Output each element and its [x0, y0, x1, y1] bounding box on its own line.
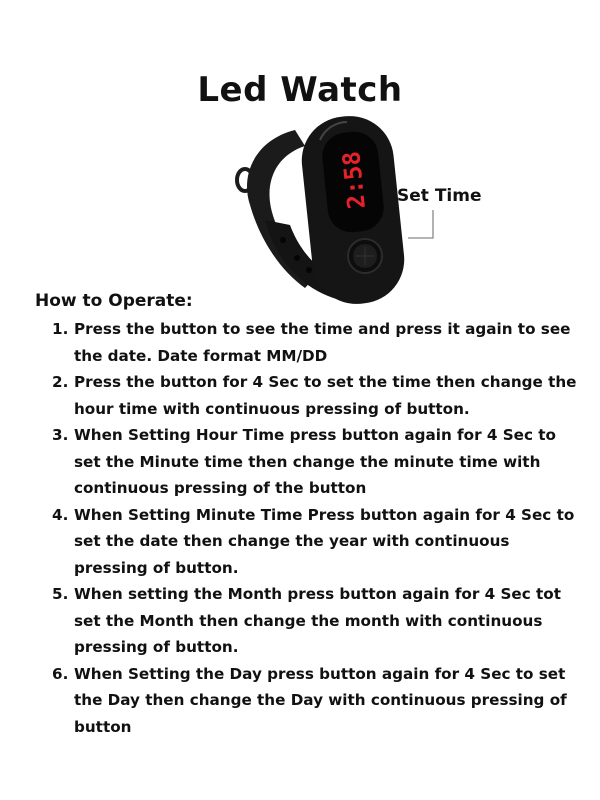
list-item — [52, 369, 582, 422]
step-text: When Setting Minute Time Press button again for 4 Sec to set the date then change the year with continuous pressing of button. — [74, 505, 575, 577]
list-item — [52, 661, 582, 741]
step-text: When Setting the Day press button again for 4 Sec to set the Day then change the Day with continuous pressing of button — [74, 664, 567, 736]
step-number: 6. — [52, 664, 69, 683]
list-item — [52, 502, 582, 582]
instruction-list — [52, 316, 582, 740]
led-watch-image — [225, 110, 425, 310]
set-time-callout: Set Time — [397, 186, 482, 206]
list-item — [52, 316, 582, 369]
list-item — [52, 581, 582, 661]
step-text: When setting the Month press button again for 4 Sec tot set the Month then change the month with continuous pressing of button. — [74, 585, 561, 656]
step-text: Press the button to see the time and press it again to see the date. Date format MM/DD — [74, 320, 571, 365]
step-number: 1. — [52, 320, 69, 338]
step-number: 3. — [52, 426, 69, 444]
how-to-operate-heading: How to Operate: — [35, 291, 193, 311]
step-text: When Setting Hour Time press button again for 4 Sec to set the Minute time then change the minute time with continuous pressing of the button — [74, 426, 556, 497]
step-number: 2. — [52, 373, 69, 391]
callout-pointer — [400, 208, 440, 248]
step-text: Press the button for 4 Sec to set the time then change the hour time with continuous pressing of button. — [74, 373, 577, 418]
step-number: 4. — [52, 505, 69, 524]
list-item — [52, 422, 582, 502]
step-number: 5. — [52, 585, 69, 603]
svg-text:2:58: 2:58 — [337, 149, 371, 211]
page-title: Led Watch — [197, 70, 403, 110]
